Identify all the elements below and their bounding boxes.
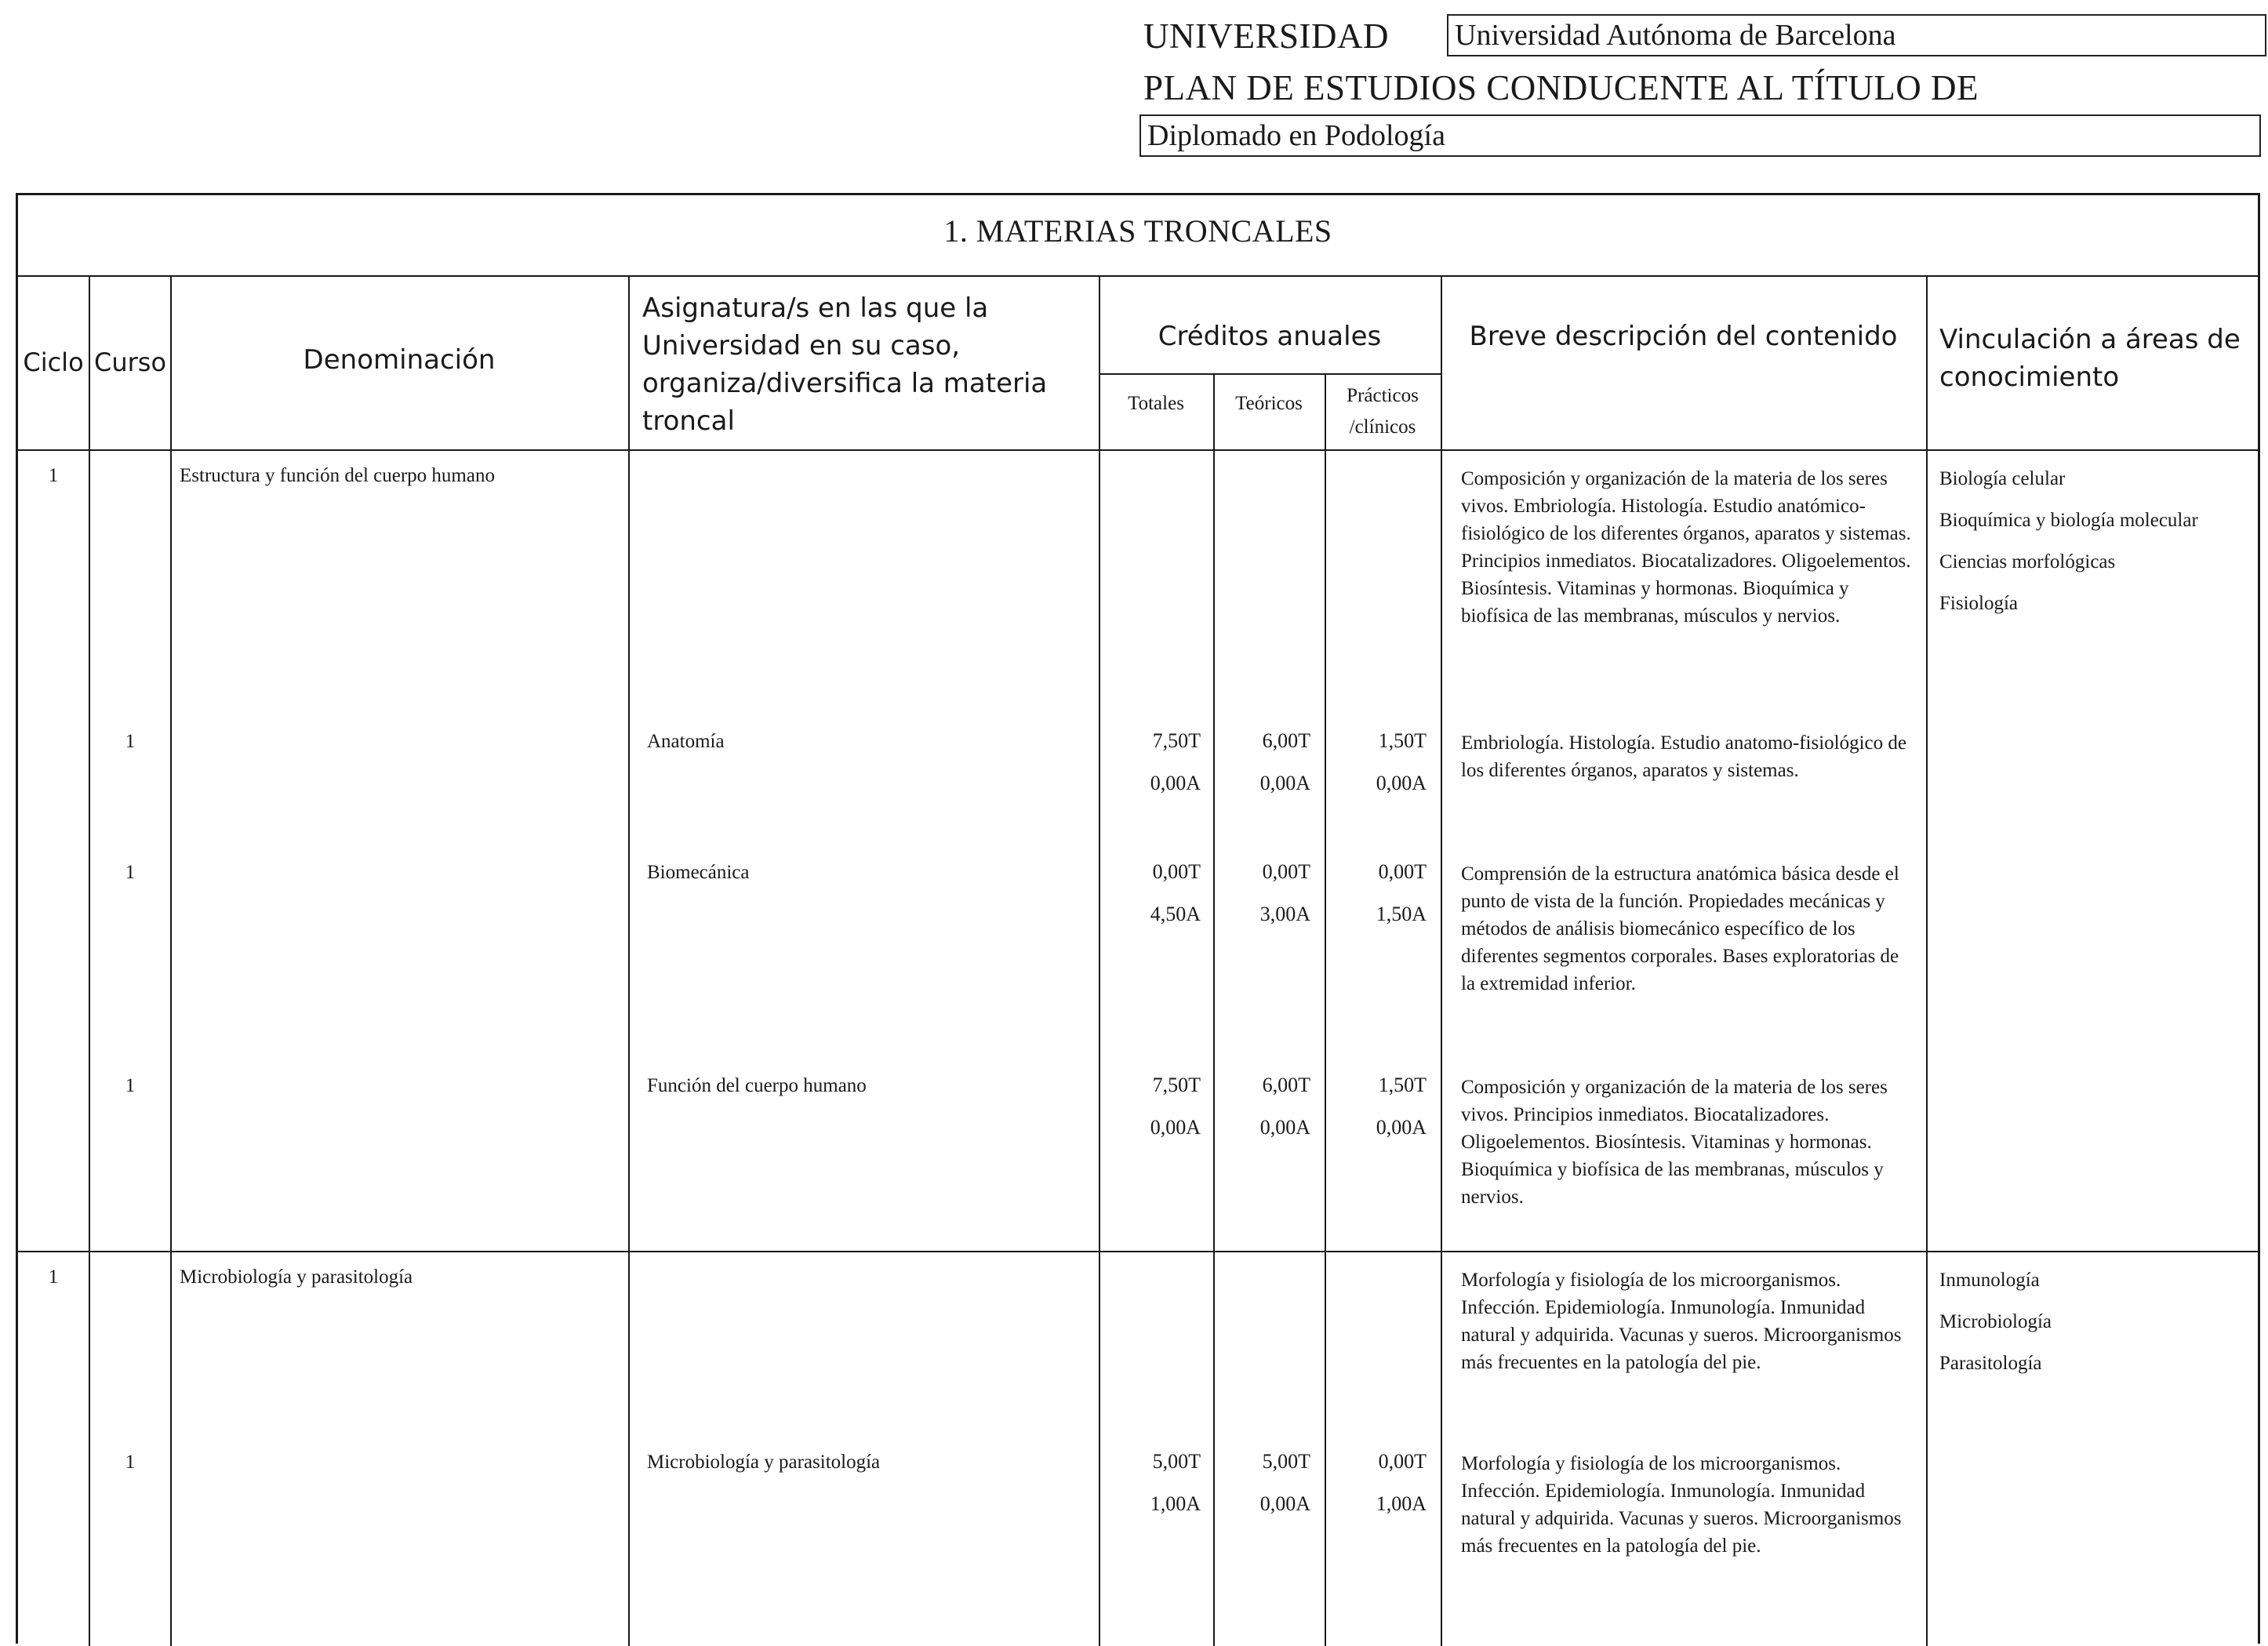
teoricos-values: 6,00T 0,00A [1259,1074,1310,1139]
rule-materia-1 [18,1251,2258,1252]
materia-descripcion: Morfología y fisiología de los microorganismos. Infección. Epidemiología. Inmunología. Inmunidad natural y adquirida. Vacunas y sueros. Microorganismos más frecuentes en la patología del pie. [1461,1270,1902,1373]
practicos-values: 0,00T 1,50A [1376,860,1427,925]
area-item: Microbiología [1939,1311,2052,1332]
teoricos-values: 5,00T 0,00A [1259,1450,1310,1515]
materia-ciclo: 1 [48,1266,59,1288]
asignatura-descripcion: Morfología y fisiología de los microorganismos. Infección. Epidemiología. Inmunología. Inmunidad natural y adquirida. Vacunas y sueros. Microorganismos más frecuentes en la patología del pie. [1461,1453,1902,1557]
header-curso: Curso [93,347,167,377]
practicos-values: 1,50T 0,00A [1376,1074,1427,1139]
asignatura-curso: 1 [125,862,136,883]
asignatura-nombre: Biomecánica [647,862,750,883]
materia-areas [1939,1266,2253,1391]
asignatura-nombre: Anatomía [647,731,725,752]
area-item: Fisiología [1939,593,2019,614]
rule-title [18,275,2258,277]
area-item: Inmunología [1939,1270,2040,1291]
table-title: 1. MATERIAS TRONCALES [943,213,1332,249]
teoricos-values: 0,00T 3,00A [1259,860,1310,925]
teoricos-values: 6,00T 0,00A [1259,729,1310,794]
practicos-values: 0,00T 1,00A [1376,1450,1427,1515]
materia-ciclo: 1 [48,465,59,486]
asignatura-nombre: Función del cuerpo humano [647,1075,867,1096]
totales-values: 7,50T 0,00A [1150,1074,1201,1139]
rule-header [18,449,2258,451]
asignatura-curso: 1 [125,1452,136,1473]
header-creditos: Créditos anuales [1158,321,1382,352]
col-rule-8 [1926,275,1928,1646]
materia-areas [1939,465,2253,631]
col-rule-3 [628,275,630,1646]
area-item: Ciencias morfológicas [1939,551,2116,572]
materias-troncales-table [16,193,2260,1644]
asignatura-descripcion: Composición y organización de la materia de los seres vivos. Principios inmediatos. Biocatalizadores. Oligoelementos. Biosíntesis. Vitaminas y hormonas. Bioquímica y biofísica de las membranas, músculos y nervios. [1461,1077,1888,1208]
materia-denominacion: Microbiología y parasitología [180,1266,413,1288]
header-totales: Totales [1128,393,1184,414]
area-item: Bioquímica y biología molecular [1939,510,2198,531]
header-practicos: Prácticos /clínicos [1347,385,1419,438]
header-asignatura: Asignatura/s en las que la Universidad en su caso, organiza/diversifica la materia troncal [642,293,1048,437]
area-item: Parasitología [1939,1353,2042,1374]
header-teoricos: Teóricos [1235,393,1303,414]
header-denominacion: Denominación [303,344,496,376]
header-descripcion: Breve descripción del contenido [1469,321,1898,352]
col-rule-7 [1441,275,1442,1646]
header-ciclo: Ciclo [23,347,84,377]
practicos-values: 1,50T 0,00A [1376,729,1427,794]
col-rule-4 [1099,275,1100,1646]
materia-descripcion: Composición y organización de la materia de los seres vivos. Embriología. Histología. Estudio anatómico-fisiológico de los diferentes órganos, aparatos y sistemas. Principios inmediatos. Biocatalizadores. Oligoelementos. Biosíntesis. Vitaminas y hormonas. Bioquímica y biofísica de las membranas, músculos y nervios. [1461,468,1911,627]
totales-values: 7,50T 0,00A [1150,729,1201,794]
col-rule-2 [170,275,172,1646]
plan-label: PLAN DE ESTUDIOS CONDUCENTE AL TÍTULO DE [1143,68,1979,107]
area-item: Biología celular [1939,468,2066,489]
asignatura-descripcion: Comprensión de la estructura anatómica básica desde el punto de vista de la función. Propiedades mecánicas y métodos de análisis biomecánico específico de los diferentes segmentos corporales. Bases exploratorias de la extremidad inferior. [1461,863,1899,994]
header-vinculacion: Vinculación a áreas de conocimiento [1939,324,2241,393]
col-rule-1 [89,275,90,1646]
asignatura-curso: 1 [125,731,136,752]
totales-values: 0,00T 4,50A [1150,860,1201,925]
universidad-label: UNIVERSIDAD [1143,16,1389,56]
asignatura-descripcion: Embriología. Histología. Estudio anatomo-fisiológico de los diferentes órganos, aparatos y sistemas. [1461,732,1906,781]
universidad-field: Universidad Autónoma de Barcelona [1447,14,2266,56]
asignatura-nombre: Microbiología y parasitología [647,1452,881,1473]
materia-denominacion: Estructura y función del cuerpo humano [180,465,495,486]
rule-creditos [1099,373,1441,375]
totales-values: 5,00T 1,00A [1150,1450,1201,1515]
asignatura-curso: 1 [125,1075,136,1096]
titulo-field: Diplomado en Podología [1139,114,2261,157]
